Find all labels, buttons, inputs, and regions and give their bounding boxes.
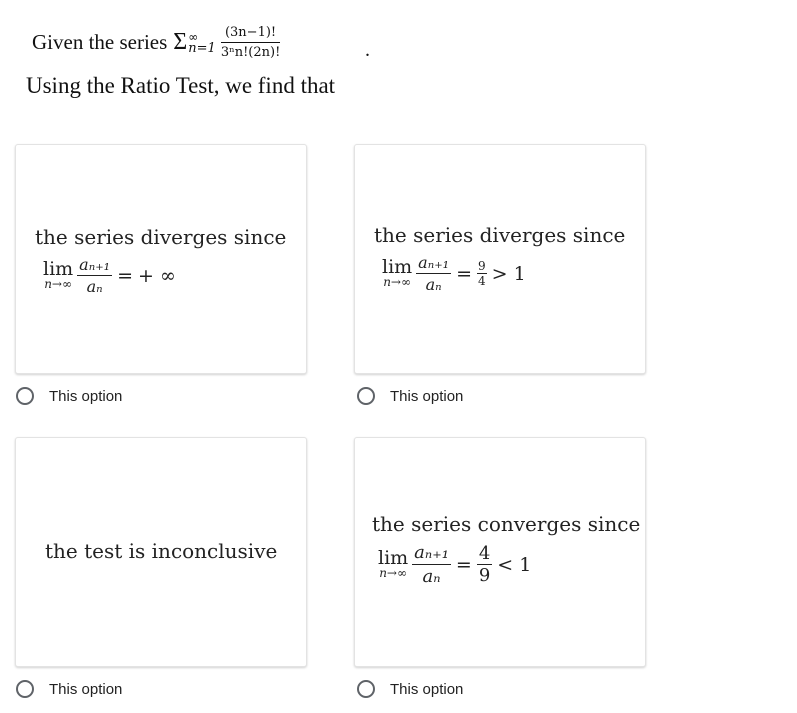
series-term-numerator: (3n−1)! (221, 25, 280, 43)
lim-subscript: n→∞ (379, 566, 407, 580)
option-1-text: the series diverges since (35, 225, 287, 249)
ratio-numerator: aₙ₊₁ (79, 255, 111, 274)
question-period: . (365, 39, 370, 61)
lim-subscript: n→∞ (383, 275, 411, 289)
limit-operator (382, 258, 412, 289)
lim-word: lim (382, 256, 413, 278)
ratio-fraction (412, 542, 451, 587)
radio-button[interactable] (16, 680, 34, 698)
value-fraction (477, 259, 487, 288)
option-1-radio-row[interactable] (16, 387, 122, 405)
ratio-denominator: aₙ (425, 275, 442, 294)
lim-subscript: n→∞ (44, 277, 72, 291)
ratio-numerator: aₙ₊₁ (414, 542, 449, 563)
option-4-radio-row[interactable] (357, 680, 463, 698)
option-3-text: the test is inconclusive (45, 539, 278, 563)
option-card-1[interactable] (15, 144, 307, 374)
option-3-radio-row[interactable] (16, 680, 122, 698)
value-numerator: 9 (477, 259, 486, 273)
option-2-radio-row[interactable] (357, 387, 463, 405)
limit-operator (378, 549, 408, 580)
radio-label[interactable]: This option (390, 387, 464, 405)
option-4-text: the series converges since (372, 512, 641, 536)
option-card-4[interactable] (354, 437, 646, 667)
radio-button[interactable] (357, 680, 375, 698)
ratio-numerator: aₙ₊₁ (418, 253, 450, 272)
equals-sign: = (117, 264, 133, 287)
lim-word: lim (378, 547, 409, 569)
limit-result: + ∞ (137, 264, 176, 287)
ratio-fraction (416, 253, 451, 294)
limit-operator (43, 260, 73, 291)
radio-label[interactable]: This option (390, 680, 464, 698)
radio-button[interactable] (16, 387, 34, 405)
series-term-denominator: 3ⁿn!(2n)! (220, 45, 281, 60)
option-card-3[interactable] (15, 437, 307, 667)
comparison: < 1 (497, 553, 532, 576)
ratio-fraction (77, 255, 112, 296)
radio-button[interactable] (357, 387, 375, 405)
comparison: > 1 (491, 262, 526, 285)
equals-sign: = (455, 553, 472, 576)
option-1-math (43, 255, 181, 296)
ratio-denominator: aₙ (86, 277, 103, 296)
question-line-1 (32, 25, 280, 60)
sigma-symbol: Σ (173, 29, 188, 55)
option-card-2[interactable] (354, 144, 646, 374)
question-line-2: Using the Ratio Test, we find that (26, 73, 336, 98)
sum-limits (188, 29, 216, 56)
radio-label[interactable]: This option (49, 387, 123, 405)
sum-lower-limit: n=1 (188, 40, 216, 56)
radio-label[interactable]: This option (49, 680, 123, 698)
question-prefix: Given the series (32, 30, 168, 54)
option-4-math (378, 542, 536, 587)
ratio-denominator: aₙ (422, 566, 441, 587)
sum-upper-limit: ∞ (188, 29, 199, 44)
value-numerator: 4 (478, 543, 491, 564)
option-2-text: the series diverges since (374, 223, 626, 247)
equals-sign: = (456, 262, 472, 285)
value-denominator: 4 (477, 274, 486, 288)
lim-word: lim (43, 258, 74, 280)
option-2-math (382, 253, 531, 294)
value-denominator: 9 (478, 565, 491, 586)
value-fraction (477, 543, 492, 586)
series-term-fraction (221, 25, 281, 60)
